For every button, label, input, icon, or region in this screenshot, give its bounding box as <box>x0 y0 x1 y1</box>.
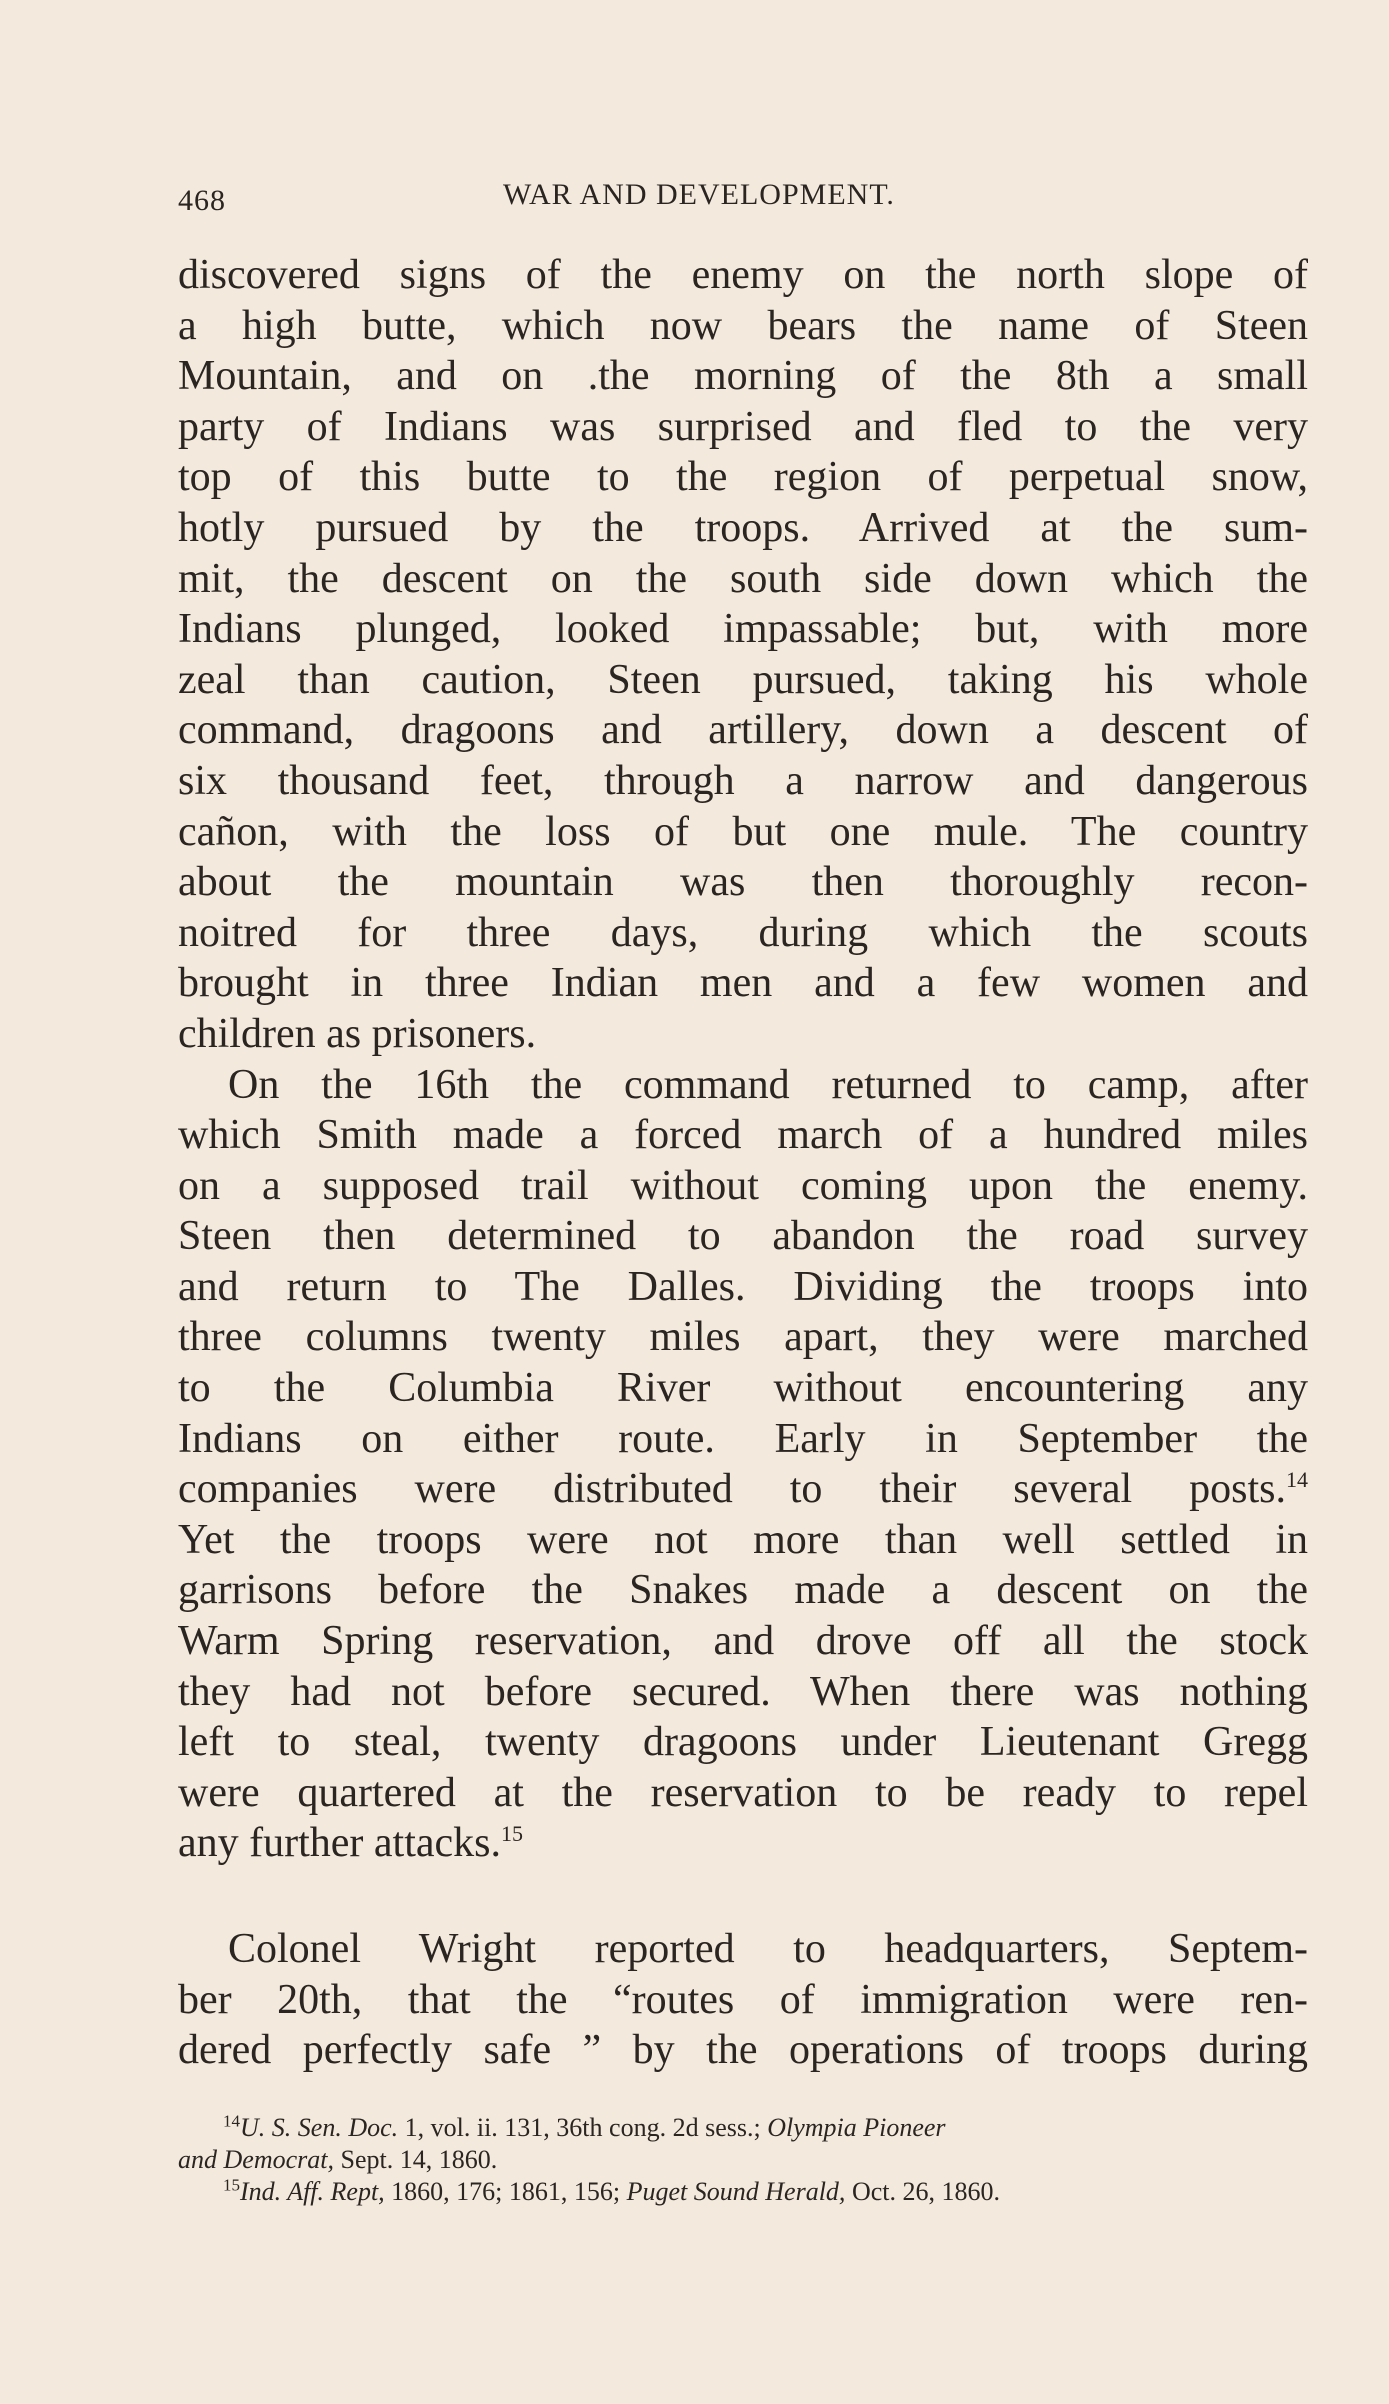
text-line: six thousand feet, through a narrow and dangerous <box>178 757 1308 804</box>
text-line: left to steal, twenty dragoons under Lieutenant Gregg <box>178 1719 1308 1766</box>
text-line: Steen then determined to abandon the road survey <box>178 1213 1308 1260</box>
paragraph-3 <box>178 1924 1308 2076</box>
paragraph-1 <box>178 250 1308 1060</box>
text-segment: any further attacks. <box>178 1820 502 1867</box>
text-line: top of this butte to the region of perpetual snow, <box>178 454 1308 501</box>
text-line-with-ref <box>178 1818 1308 1869</box>
page-number: 468 <box>178 184 226 217</box>
text-line: Yet the troops were not more than well settled in <box>178 1516 1308 1563</box>
text-line: were quartered at the reservation to be ready to repel <box>178 1769 1308 1816</box>
text-line-with-ref <box>178 1464 1308 1515</box>
text-line: mit, the descent on the south side down which the <box>178 555 1308 602</box>
text-line: ber 20th, that the “routes of immigration were ren- <box>178 1976 1308 2023</box>
text-line: zeal than caution, Steen pursued, taking his whole <box>178 656 1308 703</box>
text-line: Mountain, and on .the morning of the 8th a small <box>178 353 1308 400</box>
paragraph-2 <box>178 1060 1308 1870</box>
footnote-source: Puget Sound Herald, <box>626 2177 846 2206</box>
text-line: they had not before secured. When there was nothing <box>178 1668 1308 1715</box>
text-line: Colonel Wright reported to headquarters, Septem- <box>228 1926 1308 1972</box>
footnote-number: 15 <box>223 2175 240 2195</box>
running-head <box>178 178 1298 222</box>
text-segment: companies were distributed to their several posts. <box>178 1466 1286 1513</box>
text-line: cañon, with the loss of but one mule. The country <box>178 808 1308 855</box>
text-line: children as prisoners. <box>178 1010 537 1057</box>
footnotes <box>178 2112 1308 2208</box>
text-line: command, dragoons and artillery, down a descent of <box>178 707 1308 754</box>
text-line: to the Columbia River without encountering any <box>178 1365 1308 1412</box>
text-line: discovered signs of the enemy on the north slope of <box>178 252 1308 298</box>
running-title: WAR AND DEVELOPMENT. <box>503 178 895 211</box>
footnote-source: Ind. Aff. Rept, <box>240 2177 385 2206</box>
footnote-15 <box>178 2176 1308 2208</box>
text-line: Warm Spring reservation, and drove off all the stock <box>178 1618 1308 1665</box>
text-line: which Smith made a forced march of a hundred miles <box>178 1112 1308 1159</box>
text-line: three columns twenty miles apart, they were marched <box>178 1314 1308 1361</box>
text-line: on a supposed trail without coming upon the enemy. <box>178 1162 1308 1209</box>
text-line: party of Indians was surprised and fled to the very <box>178 403 1308 450</box>
footnote-text: Oct. 26, 1860. <box>845 2177 1000 2206</box>
footnote-source: Olympia Pioneer <box>767 2113 946 2142</box>
footnote-14-continued <box>178 2144 1308 2176</box>
footnote-text: Sept. 14, 1860. <box>333 2145 498 2174</box>
text-line: Indians on either route. Early in September the <box>178 1415 1308 1462</box>
text-line: and return to The Dalles. Dividing the troops into <box>178 1263 1308 1310</box>
body-text <box>178 250 1308 2076</box>
text-line: dered perfectly safe ” by the operations of troops during <box>178 2027 1308 2074</box>
text-line: brought in three Indian men and a few women and <box>178 960 1308 1007</box>
text-line: noitred for three days, during which the scouts <box>178 909 1308 956</box>
footnote-ref-14[interactable]: 14 <box>1286 1467 1308 1493</box>
paragraph-gap <box>178 1869 1308 1924</box>
footnote-source: and Democrat, <box>178 2145 334 2174</box>
text-line: On the 16th the command returned to camp, after <box>228 1061 1308 1108</box>
text-line: garrisons before the Snakes made a descent on the <box>178 1567 1308 1614</box>
text-line: Indians plunged, looked impassable; but, with more <box>178 606 1308 653</box>
footnote-14 <box>178 2112 1308 2144</box>
footnote-text: 1, vol. ii. 131, 36th cong. 2d sess.; <box>398 2113 768 2142</box>
footnote-text: 1860, 176; 1861, 156; <box>384 2177 627 2206</box>
footnote-ref-15[interactable]: 15 <box>501 1821 524 1847</box>
footnote-number: 14 <box>223 2111 240 2131</box>
text-line: a high butte, which now bears the name of Steen <box>178 302 1308 349</box>
text-line: about the mountain was then thoroughly recon- <box>178 859 1308 906</box>
footnote-source: U. S. Sen. Doc. <box>240 2113 399 2142</box>
text-line: hotly pursued by the troops. Arrived at the sum- <box>178 504 1308 551</box>
